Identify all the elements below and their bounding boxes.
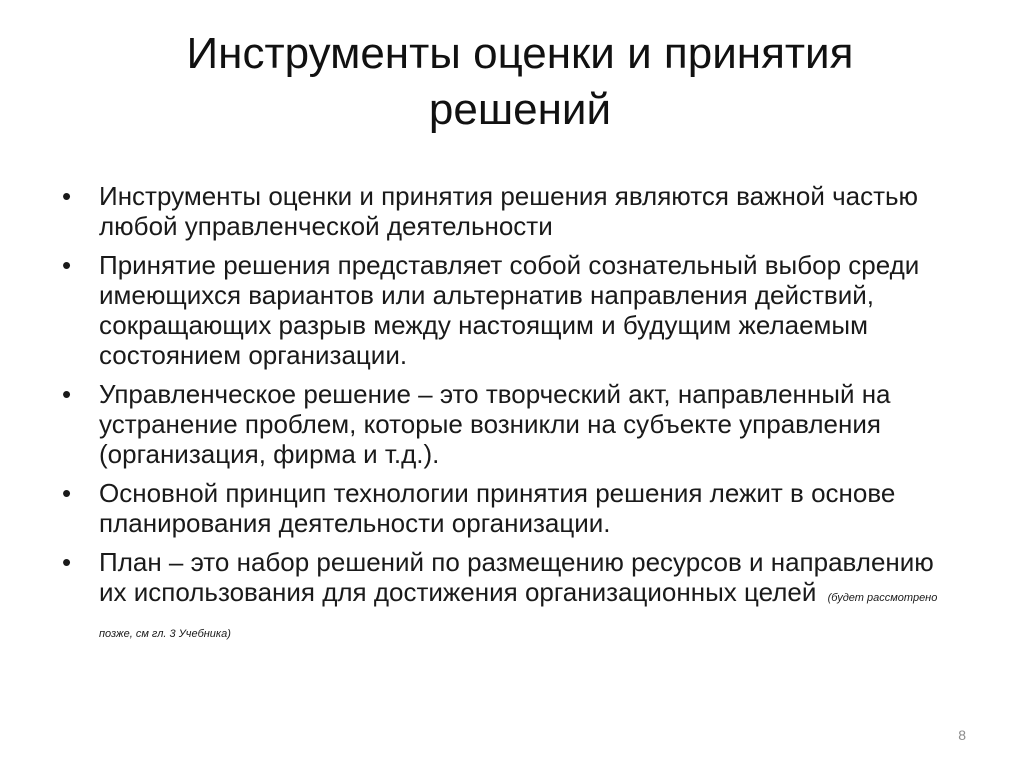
slide-title [90, 26, 950, 138]
slide-title-line2: решений [428, 85, 612, 134]
bullet-text: План – это набор решений по размещению ресурсов и направлению их использования для достижения организационных целей [99, 547, 934, 607]
bullet-item-5 [62, 547, 962, 649]
textbook-reference-note: (будет рассмотрено позже, см гл. 3 Учебника) [99, 592, 938, 640]
bullet-item-4 [62, 478, 962, 538]
bullet-marker: • [62, 547, 72, 577]
bullet-marker: • [62, 379, 72, 409]
bullet-item-3 [62, 379, 962, 469]
bullet-text: Управленческое решение – это творческий акт, направленный на устранение проблем, которые возникли на субъекте управления (организация, фирма и т.д.). [99, 379, 891, 469]
slide-title-line1: Инструменты оценки и принятия [186, 29, 854, 78]
bullet-text: Инструменты оценки и принятия решения являются важной частью любой управленческой деятельности [99, 181, 919, 241]
bullet-item-2 [62, 250, 962, 370]
bullet-item-1 [62, 181, 962, 241]
bullet-marker: • [62, 478, 72, 508]
page-number: 8 [958, 727, 966, 743]
bullet-text: Принятие решения представляет собой сознательный выбор среди имеющихся вариантов или альтернатив направления действий, сокращающих разрыв между настоящим и будущим желаемым состоянием организации. [99, 250, 920, 370]
bullet-list [62, 181, 962, 658]
bullet-text: Основной принцип технологии принятия решения лежит в основе планирования деятельности организации. [99, 478, 896, 538]
bullet-marker: • [62, 250, 72, 280]
bullet-marker: • [62, 181, 72, 211]
